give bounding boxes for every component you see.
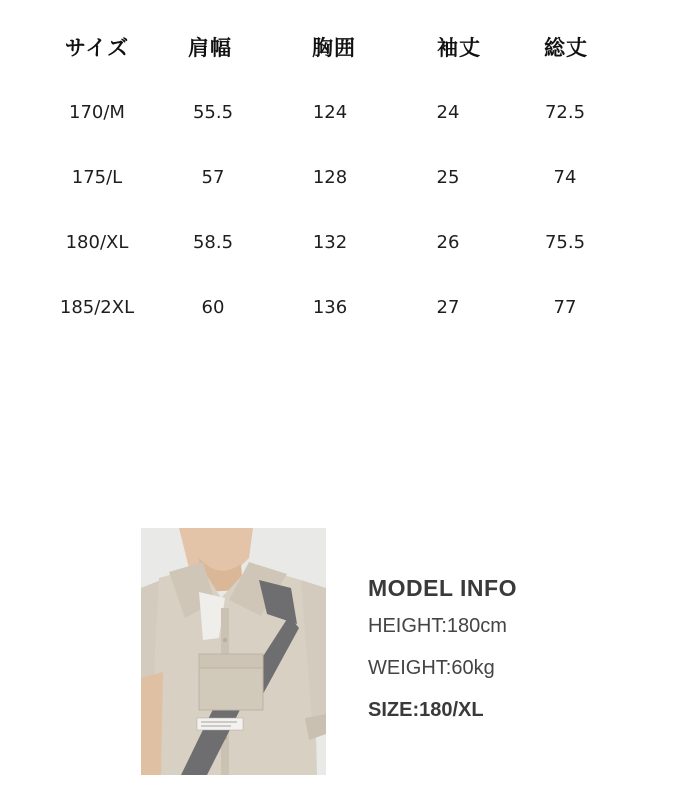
- model-height: HEIGHT:180cm: [368, 615, 507, 637]
- table-cell: 26: [436, 232, 460, 253]
- table-cell: 75.5: [544, 232, 586, 253]
- table-cell: 175/L: [71, 167, 123, 188]
- table-cell: 180/XL: [65, 232, 129, 253]
- table-cell: 57: [201, 167, 225, 188]
- table-cell: 77: [553, 297, 577, 318]
- table-cell: 128: [312, 167, 348, 188]
- table-cell: 185/2XL: [59, 297, 135, 318]
- header-sleeve: 袖丈: [437, 36, 481, 60]
- model-info-title: MODEL INFO: [368, 575, 517, 601]
- model-photo: [141, 528, 326, 775]
- header-size: サイズ: [64, 36, 130, 60]
- table-cell: 58.5: [192, 232, 234, 253]
- table-cell: 27: [436, 297, 460, 318]
- header-chest: 胸囲: [312, 36, 356, 60]
- table-cell: 136: [312, 297, 348, 318]
- model-weight: WEIGHT:60kg: [368, 657, 495, 679]
- table-cell: 132: [312, 232, 348, 253]
- table-cell: 74: [553, 167, 577, 188]
- table-cell: 24: [436, 102, 460, 123]
- table-cell: 60: [201, 297, 225, 318]
- table-cell: 72.5: [544, 102, 586, 123]
- header-length: 総丈: [544, 36, 588, 60]
- header-shoulder: 肩幅: [188, 36, 232, 60]
- table-cell: 55.5: [192, 102, 234, 123]
- model-size: SIZE:180/XL: [368, 699, 484, 721]
- table-cell: 170/M: [69, 102, 125, 123]
- table-cell: 25: [436, 167, 460, 188]
- model-shirt-illustration: [141, 528, 326, 775]
- model-info: [368, 575, 517, 742]
- table-cell: 124: [312, 102, 348, 123]
